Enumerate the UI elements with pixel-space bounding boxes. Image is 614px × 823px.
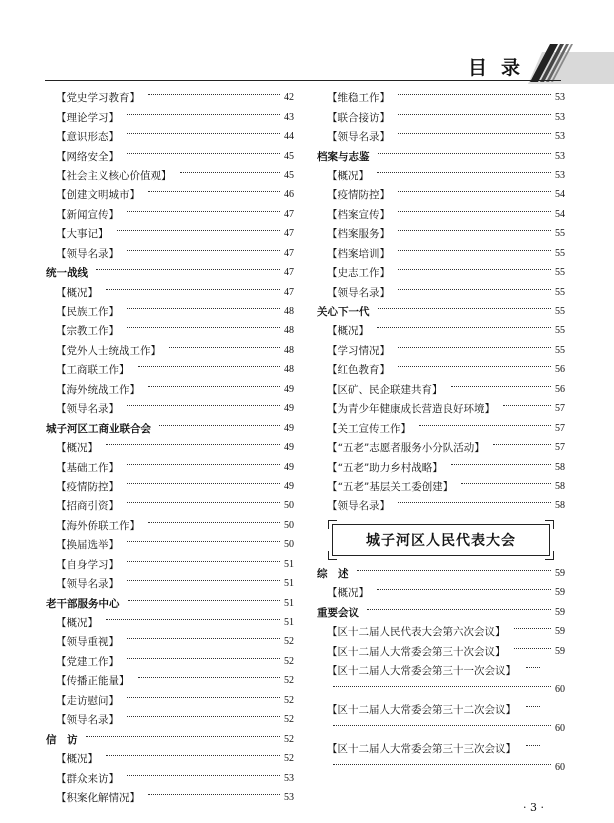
toc-page-number: 51 — [284, 558, 294, 570]
toc-section-entry[interactable] — [46, 263, 294, 282]
toc-page-number: 49 — [284, 383, 294, 395]
toc-page-number: 55 — [555, 306, 565, 318]
toc-entry-label: 【档案培训】 — [327, 247, 390, 260]
toc-leader-dots — [127, 153, 280, 154]
toc-leader-dots — [514, 628, 552, 629]
toc-leader-dots — [127, 405, 280, 406]
toc-entry[interactable] — [317, 758, 565, 777]
toc-entry-label: 【海外统战工作】 — [56, 383, 140, 396]
toc-leader-dots — [526, 706, 540, 707]
toc-leader-dots — [398, 133, 551, 134]
toc-page-number: 51 — [284, 597, 294, 609]
toc-leader-dots — [377, 172, 551, 173]
toc-page-number: 49 — [284, 422, 294, 434]
toc-page-number: 51 — [284, 617, 294, 629]
toc-leader-dots — [127, 541, 280, 542]
toc-entry[interactable] — [317, 166, 565, 185]
toc-entry-label: 【群众来访】 — [56, 772, 119, 785]
toc-entry[interactable] — [317, 661, 565, 680]
header-rule — [45, 80, 561, 81]
toc-entry-label: 【区矿、民企联建共育】 — [327, 383, 443, 396]
toc-entry[interactable] — [46, 477, 294, 496]
toc-leader-dots — [148, 386, 280, 387]
toc-leader-dots — [398, 211, 551, 212]
toc-entry-label: 城子河区工商业联合会 — [46, 422, 151, 435]
toc-page-number: 47 — [284, 208, 294, 220]
toc-page-number: 53 — [555, 92, 565, 104]
toc-entry[interactable] — [46, 768, 294, 787]
toc-entry[interactable] — [46, 88, 294, 107]
toc-page-number: 52 — [284, 694, 294, 706]
toc-leader-dots — [180, 172, 281, 173]
toc-entry[interactable] — [317, 641, 565, 660]
toc-page-number: 43 — [284, 111, 294, 123]
toc-entry[interactable] — [46, 652, 294, 671]
toc-entry-label: 【概况】 — [56, 442, 98, 455]
banner-title: 城子河区人民代表大会 — [366, 532, 516, 549]
toc-entry[interactable] — [317, 380, 565, 399]
toc-leader-dots — [398, 114, 551, 115]
toc-leader-dots — [169, 347, 280, 348]
toc-entry-label: 统一战线 — [46, 267, 88, 280]
toc-page-number: 59 — [555, 606, 565, 618]
toc-leader-dots — [378, 153, 552, 154]
toc-page-number: 50 — [284, 519, 294, 531]
toc-leader-dots — [377, 589, 551, 590]
toc-entry[interactable] — [317, 739, 565, 758]
toc-page-number: 42 — [284, 92, 294, 104]
toc-leader-dots — [86, 736, 281, 737]
toc-leader-dots — [461, 483, 551, 484]
toc-page-number: 56 — [555, 383, 565, 395]
toc-leader-dots — [377, 327, 551, 328]
toc-entry-label: 【传播正能量】 — [56, 675, 130, 688]
toc-entry-label: 【创建文明城市】 — [56, 189, 140, 202]
toc-leader-dots — [96, 269, 280, 270]
toc-entry-label: 【史志工作】 — [327, 267, 390, 280]
toc-entry[interactable] — [317, 205, 565, 224]
toc-leader-dots — [106, 444, 280, 445]
toc-leader-dots — [148, 191, 280, 192]
toc-leader-dots — [106, 619, 280, 620]
toc-page-number: 49 — [284, 442, 294, 454]
toc-entry-label: 【疫情防控】 — [327, 189, 390, 202]
toc-leader-dots — [526, 745, 540, 746]
banner-frame — [332, 524, 550, 556]
toc-page-number: 53 — [284, 791, 294, 803]
toc-leader-dots — [127, 250, 280, 251]
toc-entry-label: 【领导名录】 — [56, 578, 119, 591]
toc-leader-dots — [398, 94, 551, 95]
toc-page-number: 59 — [555, 567, 565, 579]
toc-entry-label: 【概况】 — [56, 286, 98, 299]
toc-entry-label: 【积案化解情况】 — [56, 791, 140, 804]
toc-leader-dots — [127, 327, 280, 328]
toc-entry[interactable] — [317, 418, 565, 437]
toc-entry[interactable] — [317, 107, 565, 126]
toc-entry-label: 【领导名录】 — [327, 286, 390, 299]
toc-leader-dots — [128, 600, 281, 601]
toc-page-number: 55 — [555, 286, 565, 298]
toc-section-entry[interactable] — [317, 302, 565, 321]
toc-leader-dots — [106, 289, 280, 290]
toc-page-number: 45 — [284, 150, 294, 162]
toc-entry[interactable] — [317, 700, 565, 719]
toc-page-number: 56 — [555, 364, 565, 376]
toc-page-number: 50 — [284, 539, 294, 551]
toc-entry[interactable] — [46, 282, 294, 301]
toc-page-number: 52 — [284, 655, 294, 667]
toc-page-number: 60 — [555, 723, 565, 735]
toc-entry-label: 【“五老”助力乡村战略】 — [327, 461, 443, 474]
toc-leader-dots — [148, 94, 280, 95]
toc-entry[interactable] — [317, 438, 565, 457]
toc-page-number: 54 — [555, 208, 565, 220]
toc-entry-label: 【关工宣传工作】 — [327, 422, 411, 435]
toc-page-number: 46 — [284, 189, 294, 201]
toc-entry[interactable] — [46, 516, 294, 535]
toc-leader-dots — [127, 133, 280, 134]
toc-section-entry[interactable] — [317, 146, 565, 165]
toc-leader-dots — [398, 502, 551, 503]
toc-page-number: 55 — [555, 228, 565, 240]
toc-entry[interactable] — [46, 380, 294, 399]
toc-entry[interactable] — [317, 88, 565, 107]
toc-entry-label: 【区十二届人民代表大会第六次会议】 — [327, 626, 506, 639]
toc-page-number: 48 — [284, 325, 294, 337]
toc-entry-label: 【领导名录】 — [327, 131, 390, 144]
toc-leader-dots — [127, 775, 280, 776]
toc-page-number: 48 — [284, 344, 294, 356]
toc-entry-label: 【社会主义核心价值观】 — [56, 169, 172, 182]
toc-entry[interactable] — [317, 282, 565, 301]
toc-page-number: 55 — [555, 267, 565, 279]
toc-right-top — [317, 88, 565, 516]
toc-page-number: 57 — [555, 403, 565, 415]
toc-entry[interactable] — [46, 788, 294, 807]
toc-leader-dots — [451, 386, 552, 387]
toc-leader-dots — [378, 308, 552, 309]
toc-right-bottom — [317, 564, 565, 778]
toc-entry-label: 【领导名录】 — [327, 500, 390, 513]
toc-section-entry[interactable] — [46, 729, 294, 748]
page-title: 目录 — [468, 57, 535, 79]
toc-entry-label: 【大事记】 — [56, 228, 109, 241]
toc-page-number: 45 — [284, 169, 294, 181]
toc-entry-label: 【概况】 — [56, 753, 98, 766]
toc-leader-dots — [127, 211, 280, 212]
toc-entry[interactable] — [317, 127, 565, 146]
toc-leader-dots — [398, 191, 551, 192]
toc-entry-label: 【走访慰问】 — [56, 694, 119, 707]
toc-page-number: 55 — [555, 325, 565, 337]
toc-section-entry[interactable] — [46, 418, 294, 437]
toc-entry-label: 档案与志鉴 — [317, 150, 370, 163]
toc-page-number: 58 — [555, 461, 565, 473]
toc-page-number: 57 — [555, 422, 565, 434]
toc-entry-label: 【档案服务】 — [327, 228, 390, 241]
toc-leader-dots — [127, 638, 280, 639]
toc-page-number: 60 — [555, 762, 565, 774]
toc-page-number: 53 — [555, 150, 565, 162]
toc-section-entry[interactable] — [46, 593, 294, 612]
toc-leader-dots — [398, 250, 551, 251]
toc-entry[interactable] — [46, 438, 294, 457]
toc-leader-dots — [526, 667, 540, 668]
toc-leader-dots — [127, 561, 280, 562]
toc-entry-label: 【新闻宣传】 — [56, 208, 119, 221]
toc-leader-dots — [503, 405, 551, 406]
header-stripes-decoration — [520, 44, 614, 84]
toc-entry-label: 【红色教育】 — [327, 364, 390, 377]
toc-entry-label: 【海外侨联工作】 — [56, 519, 140, 532]
toc-leader-dots — [127, 716, 280, 717]
toc-page-number: 54 — [555, 189, 565, 201]
toc-leader-dots — [398, 347, 551, 348]
toc-entry-label: 【概况】 — [327, 587, 369, 600]
toc-leader-dots — [127, 483, 280, 484]
toc-entry-label: 【概况】 — [56, 617, 98, 630]
toc-leader-dots — [357, 570, 552, 571]
toc-leader-dots — [451, 464, 551, 465]
toc-page-number: 52 — [284, 675, 294, 687]
toc-entry-label: 【党外人士统战工作】 — [56, 344, 161, 357]
toc-leader-dots — [367, 609, 551, 610]
toc-entry[interactable] — [46, 166, 294, 185]
toc-leader-dots — [127, 658, 280, 659]
toc-entry[interactable] — [46, 321, 294, 340]
toc-page-number: 53 — [555, 131, 565, 143]
toc-page-number: 47 — [284, 267, 294, 279]
toc-page-number: 47 — [284, 247, 294, 259]
toc-page-number: 52 — [284, 753, 294, 765]
toc-entry-label: 【基础工作】 — [56, 461, 119, 474]
toc-leader-dots — [148, 794, 280, 795]
toc-leader-dots — [148, 522, 280, 523]
toc-page-number: 58 — [555, 480, 565, 492]
toc-entry[interactable] — [46, 107, 294, 126]
toc-page-number: 59 — [555, 645, 565, 657]
toc-page-number: 53 — [284, 772, 294, 784]
toc-leader-dots — [333, 686, 551, 687]
toc-entry[interactable] — [317, 496, 565, 515]
toc-entry-label: 【领导名录】 — [56, 247, 119, 260]
toc-right-column — [317, 88, 565, 777]
toc-page-number: 59 — [555, 626, 565, 638]
toc-entry-label: 综 述 — [317, 567, 349, 580]
toc-leader-dots — [398, 230, 551, 231]
toc-page-number: 48 — [284, 364, 294, 376]
toc-leader-dots — [127, 308, 280, 309]
toc-entry[interactable] — [46, 457, 294, 476]
toc-left-column — [46, 88, 294, 807]
toc-entry-label: 【“五老”志愿者服务小分队活动】 — [327, 442, 485, 455]
toc-entry-label: 【理论学习】 — [56, 111, 119, 124]
toc-page-number: 49 — [284, 480, 294, 492]
toc-entry[interactable] — [317, 263, 565, 282]
toc-entry[interactable] — [46, 205, 294, 224]
toc-entry-label: 重要会议 — [317, 606, 359, 619]
toc-entry[interactable] — [46, 146, 294, 165]
toc-page-number: 58 — [555, 500, 565, 512]
toc-entry-label: 【为青少年健康成长营造良好环境】 — [327, 403, 495, 416]
toc-page-number: 50 — [284, 500, 294, 512]
toc-entry[interactable] — [46, 535, 294, 554]
toc-entry[interactable] — [317, 477, 565, 496]
toc-entry-label: 【招商引资】 — [56, 500, 119, 513]
toc-entry[interactable] — [317, 341, 565, 360]
toc-entry-label: 【学习情况】 — [327, 344, 390, 357]
toc-entry[interactable] — [46, 691, 294, 710]
toc-leader-dots — [398, 269, 551, 270]
toc-entry-label: 【党史学习教育】 — [56, 92, 140, 105]
toc-entry-label: 【区十二届人大常委会第三十二次会议】 — [327, 703, 516, 716]
toc-page-number: 48 — [284, 306, 294, 318]
toc-entry-label: 【领导重视】 — [56, 636, 119, 649]
toc-entry-label: 【“五老”基层关工委创建】 — [327, 480, 454, 493]
toc-entry[interactable] — [46, 341, 294, 360]
toc-entry-label: 【档案宣传】 — [327, 208, 390, 221]
toc-entry-label: 【宗教工作】 — [56, 325, 119, 338]
toc-entry[interactable] — [317, 583, 565, 602]
toc-leader-dots — [398, 366, 551, 367]
toc-entry[interactable] — [317, 360, 565, 379]
toc-section-entry[interactable] — [317, 564, 565, 583]
toc-entry-label: 信 访 — [46, 733, 78, 746]
toc-leader-dots — [159, 425, 280, 426]
toc-entry[interactable] — [46, 574, 294, 593]
toc-page-number: 49 — [284, 403, 294, 415]
toc-section-entry[interactable] — [317, 603, 565, 622]
section-banner — [317, 516, 565, 564]
toc-entry[interactable] — [46, 710, 294, 729]
toc-page-number: 59 — [555, 587, 565, 599]
toc-leader-dots — [493, 444, 551, 445]
toc-entry-label: 【民族工作】 — [56, 306, 119, 319]
toc-leader-dots — [138, 677, 281, 678]
toc-leader-dots — [333, 725, 551, 726]
toc-page-number: 53 — [555, 111, 565, 123]
toc-entry[interactable] — [317, 680, 565, 699]
toc-page-number: 60 — [555, 684, 565, 696]
page-number: · 3 · — [523, 801, 544, 814]
toc-entry[interactable] — [46, 632, 294, 651]
toc-page-number: 44 — [284, 131, 294, 143]
toc-leader-dots — [127, 464, 280, 465]
toc-entry-label: 【领导名录】 — [56, 714, 119, 727]
toc-leader-dots — [398, 289, 551, 290]
toc-entry[interactable] — [317, 244, 565, 263]
toc-page-number: 55 — [555, 247, 565, 259]
toc-entry[interactable] — [46, 360, 294, 379]
toc-entry-label: 【自身学习】 — [56, 558, 119, 571]
toc-entry-label: 【区十二届人大常委会第三十三次会议】 — [327, 742, 516, 755]
toc-entry[interactable] — [46, 496, 294, 515]
toc-entry-label: 【联合接访】 — [327, 111, 390, 124]
toc-entry-label: 【网络安全】 — [56, 150, 119, 163]
toc-entry[interactable] — [46, 244, 294, 263]
toc-page-number: 52 — [284, 733, 294, 745]
toc-leader-dots — [117, 230, 281, 231]
toc-entry-label: 【区十二届人大常委会第三十次会议】 — [327, 645, 506, 658]
toc-page-number: 53 — [555, 169, 565, 181]
toc-entry-label: 【概况】 — [327, 325, 369, 338]
toc-entry[interactable] — [46, 613, 294, 632]
toc-entry-label: 【概况】 — [327, 169, 369, 182]
toc-page-number: 47 — [284, 286, 294, 298]
toc-entry[interactable] — [317, 399, 565, 418]
toc-page-number: 47 — [284, 228, 294, 240]
toc-leader-dots — [333, 764, 551, 765]
toc-entry-label: 【换届选举】 — [56, 539, 119, 552]
toc-entry[interactable] — [46, 555, 294, 574]
toc-page-number: 52 — [284, 714, 294, 726]
toc-entry[interactable] — [317, 719, 565, 738]
toc-entry[interactable] — [46, 302, 294, 321]
toc-page-number: 51 — [284, 578, 294, 590]
toc-page-number: 52 — [284, 636, 294, 648]
toc-entry-label: 【党建工作】 — [56, 655, 119, 668]
toc-leader-dots — [514, 648, 552, 649]
toc-entry-label: 关心下一代 — [317, 306, 370, 319]
toc-leader-dots — [127, 697, 280, 698]
toc-entry[interactable] — [46, 749, 294, 768]
toc-entry[interactable] — [317, 224, 565, 243]
toc-entry[interactable] — [317, 321, 565, 340]
toc-entry-label: 【领导名录】 — [56, 403, 119, 416]
toc-entry[interactable] — [317, 622, 565, 641]
toc-entry[interactable] — [46, 671, 294, 690]
toc-entry-label: 【意识形态】 — [56, 131, 119, 144]
toc-page-number: 57 — [555, 442, 565, 454]
toc-page-number: 55 — [555, 344, 565, 356]
toc-entry-label: 【疫情防控】 — [56, 480, 119, 493]
toc-entry[interactable] — [317, 185, 565, 204]
toc-entry[interactable] — [46, 399, 294, 418]
toc-leader-dots — [127, 580, 280, 581]
toc-leader-dots — [127, 502, 280, 503]
toc-leader-dots — [419, 425, 551, 426]
toc-leader-dots — [127, 114, 280, 115]
toc-page-number: 49 — [284, 461, 294, 473]
toc-entry-label: 【维稳工作】 — [327, 92, 390, 105]
toc-entry-label: 【工商联工作】 — [56, 364, 130, 377]
toc-entry[interactable] — [317, 457, 565, 476]
toc-leader-dots — [138, 366, 281, 367]
toc-entry[interactable] — [46, 185, 294, 204]
toc-entry[interactable] — [46, 224, 294, 243]
toc-entry-label: 【区十二届人大常委会第三十一次会议】 — [327, 665, 516, 678]
toc-entry[interactable] — [46, 127, 294, 146]
toc-leader-dots — [106, 755, 280, 756]
toc-entry-label: 老干部服务中心 — [46, 597, 120, 610]
